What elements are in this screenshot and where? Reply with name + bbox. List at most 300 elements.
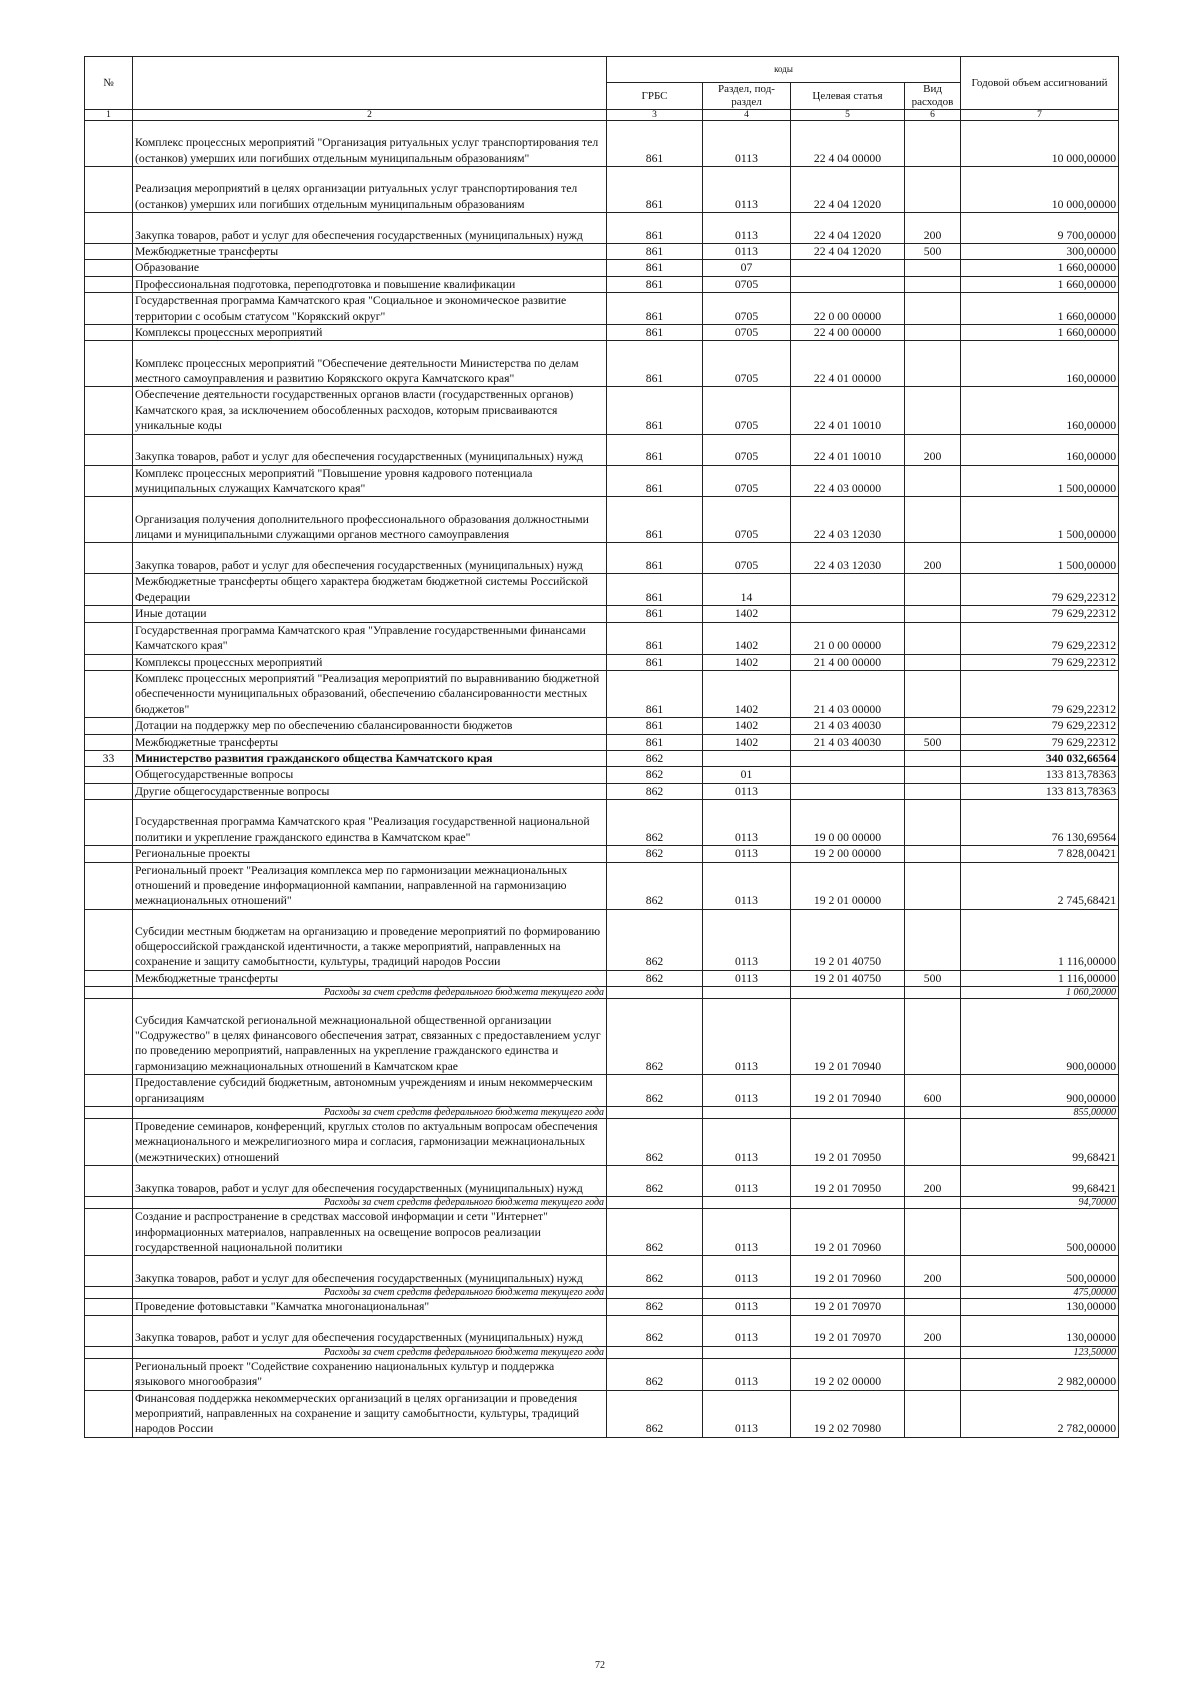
table-note-row xyxy=(85,1107,1119,1119)
row-tselevaya xyxy=(791,260,905,276)
row-grbs: 861 xyxy=(607,276,703,292)
row-grbs: 862 xyxy=(607,750,703,766)
table-row xyxy=(85,167,1119,213)
table-row xyxy=(85,734,1119,750)
row-vid xyxy=(905,276,961,292)
row-vid xyxy=(905,670,961,717)
table-row xyxy=(85,434,1119,465)
row-name: Субсидии местным бюджетам на организацию и проведение мероприятий по формированию общероссийской гражданской идентичности, а также мероприятий, направленных на сохранение и защиту самобытности, культуры, традиций народов России xyxy=(133,909,607,970)
row-vid xyxy=(905,1299,961,1315)
row-vid: 200 xyxy=(905,1166,961,1197)
row-vid xyxy=(905,341,961,387)
note-amount: 855,00000 xyxy=(961,1107,1119,1119)
row-vid xyxy=(905,121,961,167)
row-number xyxy=(85,244,133,260)
row-grbs: 862 xyxy=(607,999,703,1075)
header-index: 5 xyxy=(791,110,905,121)
row-tselevaya: 19 2 01 00000 xyxy=(791,862,905,909)
empty-cell xyxy=(703,1287,791,1299)
row-amount: 2 745,68421 xyxy=(961,862,1119,909)
row-razdel: 0113 xyxy=(703,999,791,1075)
table-row xyxy=(85,800,1119,846)
row-amount: 160,00000 xyxy=(961,434,1119,465)
row-amount: 500,00000 xyxy=(961,1256,1119,1287)
note-label: Расходы за счет средств федерального бюджета текущего года xyxy=(133,1287,607,1299)
row-amount: 1 500,00000 xyxy=(961,465,1119,497)
row-vid xyxy=(905,999,961,1075)
row-number xyxy=(85,970,133,986)
header-index: 3 xyxy=(607,110,703,121)
row-grbs: 862 xyxy=(607,800,703,846)
empty-cell xyxy=(607,1287,703,1299)
row-name: Закупка товаров, работ и услуг для обеспечения государственных (муниципальных) нужд xyxy=(133,1166,607,1197)
table-row xyxy=(85,909,1119,970)
row-tselevaya: 19 2 02 70980 xyxy=(791,1390,905,1437)
table-row xyxy=(85,1166,1119,1197)
row-razdel: 01 xyxy=(703,767,791,783)
note-label: Расходы за счет средств федерального бюджета текущего года xyxy=(133,987,607,999)
row-name: Финансовая поддержка некоммерческих организаций в целях организации и проведения мероприятий, направленных на сохранение и защиту самобытности, культуры, традиций народов России xyxy=(133,1390,607,1437)
table-row xyxy=(85,1075,1119,1107)
row-tselevaya: 19 2 01 70950 xyxy=(791,1119,905,1166)
header-index: 2 xyxy=(133,110,607,121)
row-number xyxy=(85,1166,133,1197)
row-razdel: 0113 xyxy=(703,1075,791,1107)
row-grbs: 861 xyxy=(607,654,703,670)
row-tselevaya: 22 4 00 00000 xyxy=(791,325,905,341)
row-razdel: 0113 xyxy=(703,1209,791,1256)
row-amount: 79 629,22312 xyxy=(961,670,1119,717)
empty-cell xyxy=(791,1287,905,1299)
row-tselevaya: 19 2 01 70960 xyxy=(791,1209,905,1256)
row-tselevaya: 21 4 03 00000 xyxy=(791,670,905,717)
row-number xyxy=(85,574,133,606)
table-row xyxy=(85,121,1119,167)
row-razdel: 0705 xyxy=(703,293,791,325)
row-grbs: 862 xyxy=(607,862,703,909)
table-note-row xyxy=(85,1287,1119,1299)
row-number xyxy=(85,293,133,325)
row-tselevaya: 22 4 03 12030 xyxy=(791,543,905,574)
row-grbs: 861 xyxy=(607,574,703,606)
empty-cell xyxy=(791,1197,905,1209)
row-grbs: 861 xyxy=(607,244,703,260)
row-number xyxy=(85,846,133,862)
header-amount: Годовой объем ассигнований xyxy=(961,57,1119,110)
row-razdel: 0113 xyxy=(703,1166,791,1197)
row-number xyxy=(85,1256,133,1287)
row-name: Профессиональная подготовка, переподготовка и повышение квалификации xyxy=(133,276,607,292)
row-number xyxy=(85,654,133,670)
row-grbs: 861 xyxy=(607,497,703,543)
row-amount: 9 700,00000 xyxy=(961,213,1119,244)
table-row xyxy=(85,606,1119,622)
row-number xyxy=(85,543,133,574)
row-amount: 99,68421 xyxy=(961,1166,1119,1197)
header-codes: коды xyxy=(607,57,961,83)
table-row xyxy=(85,1315,1119,1346)
row-razdel: 0705 xyxy=(703,465,791,497)
row-amount: 130,00000 xyxy=(961,1315,1119,1346)
row-grbs: 862 xyxy=(607,1299,703,1315)
row-vid xyxy=(905,654,961,670)
row-amount: 160,00000 xyxy=(961,341,1119,387)
row-amount: 1 660,00000 xyxy=(961,260,1119,276)
table-row xyxy=(85,654,1119,670)
row-razdel: 0113 xyxy=(703,121,791,167)
table-header xyxy=(85,57,1119,121)
page-number: 72 xyxy=(595,1660,605,1671)
row-number xyxy=(85,167,133,213)
row-grbs: 861 xyxy=(607,387,703,434)
row-vid xyxy=(905,465,961,497)
row-vid: 200 xyxy=(905,1315,961,1346)
row-number xyxy=(85,1390,133,1437)
row-vid xyxy=(905,606,961,622)
row-razdel: 0113 xyxy=(703,1299,791,1315)
header-index: 4 xyxy=(703,110,791,121)
table-body xyxy=(85,121,1119,1438)
table-row xyxy=(85,1358,1119,1390)
row-grbs: 862 xyxy=(607,1075,703,1107)
row-name: Общегосударственные вопросы xyxy=(133,767,607,783)
row-vid xyxy=(905,1358,961,1390)
table-row xyxy=(85,750,1119,766)
row-vid: 200 xyxy=(905,434,961,465)
table-row xyxy=(85,783,1119,799)
row-vid xyxy=(905,1209,961,1256)
table-note-row xyxy=(85,1346,1119,1358)
empty-cell xyxy=(607,1197,703,1209)
row-tselevaya: 19 2 01 70940 xyxy=(791,999,905,1075)
row-razdel: 1402 xyxy=(703,654,791,670)
row-amount: 133 813,78363 xyxy=(961,767,1119,783)
row-number xyxy=(85,734,133,750)
row-grbs: 861 xyxy=(607,213,703,244)
row-grbs: 862 xyxy=(607,1119,703,1166)
row-razdel: 1402 xyxy=(703,718,791,734)
row-number xyxy=(85,121,133,167)
row-amount: 79 629,22312 xyxy=(961,574,1119,606)
row-tselevaya: 19 2 01 70970 xyxy=(791,1315,905,1346)
empty-cell xyxy=(703,987,791,999)
row-razdel: 1402 xyxy=(703,622,791,654)
row-name: Межбюджетные трансферты общего характера бюджетам бюджетной системы Российской Федерации xyxy=(133,574,607,606)
empty-cell xyxy=(607,1107,703,1119)
row-name: Проведение фотовыставки "Камчатка многонациональная" xyxy=(133,1299,607,1315)
table-note-row xyxy=(85,987,1119,999)
header-name-blank xyxy=(133,57,607,110)
row-tselevaya: 22 4 04 12020 xyxy=(791,213,905,244)
row-grbs: 861 xyxy=(607,543,703,574)
row-tselevaya: 21 4 03 40030 xyxy=(791,734,905,750)
row-vid xyxy=(905,846,961,862)
table-row xyxy=(85,497,1119,543)
row-grbs: 861 xyxy=(607,293,703,325)
row-razdel: 0113 xyxy=(703,862,791,909)
row-razdel: 1402 xyxy=(703,734,791,750)
row-amount: 10 000,00000 xyxy=(961,121,1119,167)
table-row xyxy=(85,999,1119,1075)
row-razdel: 0705 xyxy=(703,434,791,465)
row-vid xyxy=(905,800,961,846)
row-name: Закупка товаров, работ и услуг для обеспечения государственных (муниципальных) нужд xyxy=(133,434,607,465)
table-row xyxy=(85,846,1119,862)
table-row xyxy=(85,293,1119,325)
row-number-cell xyxy=(85,1287,133,1299)
row-number xyxy=(85,276,133,292)
row-amount: 160,00000 xyxy=(961,387,1119,434)
row-razdel xyxy=(703,750,791,766)
table-row xyxy=(85,465,1119,497)
row-vid xyxy=(905,497,961,543)
row-razdel: 0705 xyxy=(703,276,791,292)
row-grbs: 862 xyxy=(607,846,703,862)
row-vid xyxy=(905,1390,961,1437)
row-vid xyxy=(905,325,961,341)
table-row xyxy=(85,387,1119,434)
row-number xyxy=(85,999,133,1075)
row-number xyxy=(85,465,133,497)
empty-cell xyxy=(703,1107,791,1119)
row-grbs: 861 xyxy=(607,734,703,750)
row-number xyxy=(85,670,133,717)
row-tselevaya: 19 2 01 40750 xyxy=(791,909,905,970)
row-amount: 1 116,00000 xyxy=(961,909,1119,970)
row-amount: 1 500,00000 xyxy=(961,543,1119,574)
row-number xyxy=(85,1358,133,1390)
row-amount: 1 660,00000 xyxy=(961,293,1119,325)
row-tselevaya: 19 2 01 70950 xyxy=(791,1166,905,1197)
row-amount: 7 828,00421 xyxy=(961,846,1119,862)
empty-cell xyxy=(607,1346,703,1358)
row-vid xyxy=(905,767,961,783)
row-grbs: 861 xyxy=(607,670,703,717)
row-tselevaya: 19 2 00 00000 xyxy=(791,846,905,862)
row-amount: 79 629,22312 xyxy=(961,622,1119,654)
row-vid: 500 xyxy=(905,244,961,260)
row-tselevaya: 22 4 04 00000 xyxy=(791,121,905,167)
row-name: Реализация мероприятий в целях организации ритуальных услуг транспортирования тел (останков) умерших или погибших отдельным муниципальным образованиям xyxy=(133,167,607,213)
row-grbs: 862 xyxy=(607,1315,703,1346)
row-vid xyxy=(905,909,961,970)
row-number xyxy=(85,1119,133,1166)
row-name: Закупка товаров, работ и услуг для обеспечения государственных (муниципальных) нужд xyxy=(133,543,607,574)
row-grbs: 862 xyxy=(607,1358,703,1390)
row-number xyxy=(85,1075,133,1107)
row-name: Комплексы процессных мероприятий xyxy=(133,325,607,341)
row-grbs: 861 xyxy=(607,341,703,387)
note-label: Расходы за счет средств федерального бюджета текущего года xyxy=(133,1346,607,1358)
row-vid xyxy=(905,622,961,654)
budget-table xyxy=(84,56,1119,1438)
row-number xyxy=(85,1299,133,1315)
row-name: Организация получения дополнительного профессионального образования должностными лицами и муниципальными служащими органов местного самоуправления xyxy=(133,497,607,543)
row-name: Иные дотации xyxy=(133,606,607,622)
row-number xyxy=(85,497,133,543)
row-name: Комплекс процессных мероприятий "Обеспечение деятельности Министерства по делам местного самоуправления и развитию Корякского округа Камчатского края" xyxy=(133,341,607,387)
row-vid xyxy=(905,260,961,276)
row-number-cell xyxy=(85,987,133,999)
row-vid xyxy=(905,862,961,909)
note-amount: 94,70000 xyxy=(961,1197,1119,1209)
row-razdel: 14 xyxy=(703,574,791,606)
row-name: Государственная программа Камчатского края "Реализация государственной национальной политики и укрепление гражданского единства в Камчатском крае" xyxy=(133,800,607,846)
row-razdel: 0113 xyxy=(703,1390,791,1437)
row-number-cell xyxy=(85,1197,133,1209)
row-number xyxy=(85,387,133,434)
row-name: Комплекс процессных мероприятий "Организация ритуальных услуг транспортирования тел (останков) умерших или погибших отдельным муниципальным образованиям" xyxy=(133,121,607,167)
row-amount: 900,00000 xyxy=(961,999,1119,1075)
row-amount: 900,00000 xyxy=(961,1075,1119,1107)
row-number-cell xyxy=(85,1107,133,1119)
row-tselevaya xyxy=(791,276,905,292)
row-grbs: 861 xyxy=(607,167,703,213)
row-name: Закупка товаров, работ и услуг для обеспечения государственных (муниципальных) нужд xyxy=(133,1256,607,1287)
row-number xyxy=(85,800,133,846)
row-vid xyxy=(905,293,961,325)
row-name: Предоставление субсидий бюджетным, автономным учреждениям и иным некоммерческим организациям xyxy=(133,1075,607,1107)
row-amount: 2 782,00000 xyxy=(961,1390,1119,1437)
row-grbs: 862 xyxy=(607,767,703,783)
row-number xyxy=(85,1315,133,1346)
row-number xyxy=(85,909,133,970)
row-vid: 500 xyxy=(905,734,961,750)
row-razdel: 0705 xyxy=(703,387,791,434)
row-name: Обеспечение деятельности государственных органов власти (государственных органов) Камчатского края, за исключением обособленных расходов, которым присваиваются уникальные коды xyxy=(133,387,607,434)
row-razdel: 0113 xyxy=(703,970,791,986)
row-tselevaya: 19 2 02 00000 xyxy=(791,1358,905,1390)
header-tselevaya: Целевая статья xyxy=(791,83,905,110)
row-amount: 79 629,22312 xyxy=(961,654,1119,670)
header-vid: Вид расходов xyxy=(905,83,961,110)
row-number-cell xyxy=(85,1346,133,1358)
row-razdel: 0113 xyxy=(703,244,791,260)
row-tselevaya xyxy=(791,767,905,783)
row-tselevaya: 19 2 01 40750 xyxy=(791,970,905,986)
row-amount: 1 116,00000 xyxy=(961,970,1119,986)
row-name: Региональные проекты xyxy=(133,846,607,862)
table-row xyxy=(85,543,1119,574)
row-vid: 200 xyxy=(905,213,961,244)
row-name: Комплекс процессных мероприятий "Повышение уровня кадрового потенциала муниципальных служащих Камчатского края" xyxy=(133,465,607,497)
row-razdel: 0113 xyxy=(703,909,791,970)
empty-cell xyxy=(905,1287,961,1299)
row-vid: 500 xyxy=(905,970,961,986)
row-tselevaya: 21 0 00 00000 xyxy=(791,622,905,654)
table-row xyxy=(85,244,1119,260)
row-razdel: 0113 xyxy=(703,1119,791,1166)
row-name: Региональный проект "Содействие сохранению национальных культур и поддержка языкового многообразия" xyxy=(133,1358,607,1390)
row-grbs: 862 xyxy=(607,909,703,970)
row-vid xyxy=(905,750,961,766)
row-number xyxy=(85,862,133,909)
row-grbs: 862 xyxy=(607,1256,703,1287)
row-grbs: 861 xyxy=(607,606,703,622)
row-amount: 79 629,22312 xyxy=(961,606,1119,622)
header-index: 1 xyxy=(85,110,133,121)
row-amount: 300,00000 xyxy=(961,244,1119,260)
row-razdel: 0113 xyxy=(703,1358,791,1390)
table-row xyxy=(85,970,1119,986)
empty-cell xyxy=(905,1346,961,1358)
row-number xyxy=(85,783,133,799)
row-razdel: 07 xyxy=(703,260,791,276)
row-number xyxy=(85,260,133,276)
row-number xyxy=(85,434,133,465)
row-name: Межбюджетные трансферты xyxy=(133,970,607,986)
row-tselevaya: 22 4 04 12020 xyxy=(791,167,905,213)
row-vid: 600 xyxy=(905,1075,961,1107)
header-razdel: Раздел, под-раздел xyxy=(703,83,791,110)
table-row xyxy=(85,1390,1119,1437)
table-note-row xyxy=(85,1197,1119,1209)
empty-cell xyxy=(791,1346,905,1358)
row-tselevaya xyxy=(791,783,905,799)
table-row xyxy=(85,1119,1119,1166)
row-number xyxy=(85,606,133,622)
note-amount: 1 060,20000 xyxy=(961,987,1119,999)
row-name: Образование xyxy=(133,260,607,276)
row-vid xyxy=(905,574,961,606)
row-amount: 130,00000 xyxy=(961,1299,1119,1315)
row-tselevaya: 22 4 01 10010 xyxy=(791,387,905,434)
row-name: Министерство развития гражданского общества Камчатского края xyxy=(133,750,607,766)
row-tselevaya: 22 0 00 00000 xyxy=(791,293,905,325)
row-name: Субсидия Камчатской региональной межнациональной общественной организации "Содружество" в целях финансового обеспечения затрат, связанных с предоставлением услуг по проведению мероприятий, направленных на укрепление гражданского единства и гармонизацию межнациональных отношений в Камчатском крае xyxy=(133,999,607,1075)
row-razdel: 0113 xyxy=(703,846,791,862)
header-num: № xyxy=(85,57,133,110)
row-grbs: 861 xyxy=(607,718,703,734)
table-row xyxy=(85,767,1119,783)
row-tselevaya: 19 2 01 70960 xyxy=(791,1256,905,1287)
row-vid xyxy=(905,783,961,799)
row-razdel: 0113 xyxy=(703,167,791,213)
row-razdel: 0113 xyxy=(703,1315,791,1346)
empty-cell xyxy=(905,987,961,999)
table-row xyxy=(85,1299,1119,1315)
row-amount: 1 500,00000 xyxy=(961,497,1119,543)
row-name: Региональный проект "Реализация комплекса мер по гармонизации межнациональных отношений и проведение информационной кампании, направленной на гармонизацию межнациональных отношений" xyxy=(133,862,607,909)
header-grbs: ГРБС xyxy=(607,83,703,110)
header-index: 6 xyxy=(905,110,961,121)
row-amount: 340 032,66564 xyxy=(961,750,1119,766)
note-amount: 475,00000 xyxy=(961,1287,1119,1299)
row-razdel: 0705 xyxy=(703,325,791,341)
row-tselevaya xyxy=(791,750,905,766)
row-amount: 133 813,78363 xyxy=(961,783,1119,799)
row-amount: 1 660,00000 xyxy=(961,325,1119,341)
row-amount: 1 660,00000 xyxy=(961,276,1119,292)
row-razdel: 0705 xyxy=(703,543,791,574)
empty-cell xyxy=(703,1197,791,1209)
row-amount: 2 982,00000 xyxy=(961,1358,1119,1390)
row-grbs: 862 xyxy=(607,1166,703,1197)
row-amount: 99,68421 xyxy=(961,1119,1119,1166)
row-vid xyxy=(905,1119,961,1166)
row-tselevaya: 22 4 04 12020 xyxy=(791,244,905,260)
row-tselevaya: 22 4 03 00000 xyxy=(791,465,905,497)
row-vid xyxy=(905,387,961,434)
row-amount: 79 629,22312 xyxy=(961,718,1119,734)
table-row xyxy=(85,260,1119,276)
row-tselevaya: 19 0 00 00000 xyxy=(791,800,905,846)
row-grbs: 862 xyxy=(607,970,703,986)
row-tselevaya: 22 4 01 10010 xyxy=(791,434,905,465)
table-row xyxy=(85,276,1119,292)
row-name: Другие общегосударственные вопросы xyxy=(133,783,607,799)
row-tselevaya: 21 4 03 40030 xyxy=(791,718,905,734)
